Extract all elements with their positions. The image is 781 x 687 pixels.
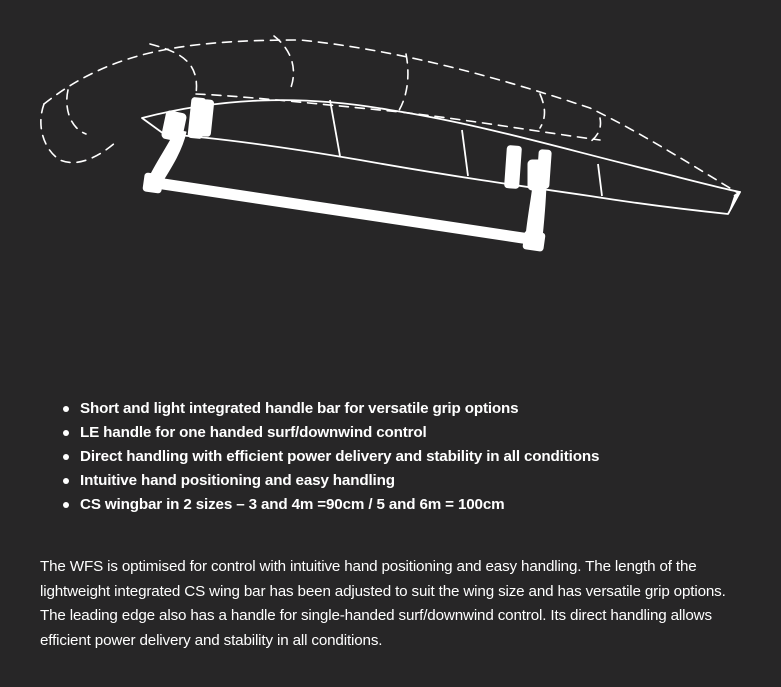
bullet-icon (63, 478, 69, 484)
bullet-icon (63, 430, 69, 436)
feature-item (58, 421, 599, 445)
product-description: The WFS is optimised for control with intuitive hand positioning and easy handling. The length of the lightweight integrated CS wing bar has been adjusted to suit the wing size and has versatile grip options. The leading edge also has a handle for single-handed surf/downwind control. Its direct handling allows efficient power delivery and stability in all conditions. (40, 558, 726, 649)
handle-bar (143, 97, 551, 251)
feature-text: Intuitive hand positioning and easy handling (80, 472, 395, 489)
feature-item (58, 469, 599, 493)
feature-item (58, 397, 599, 421)
wing-handlebar-illustration (0, 0, 781, 290)
bullet-icon (63, 454, 69, 460)
feature-item (58, 445, 599, 469)
feature-text: Short and light integrated handle bar for versatile grip options (80, 400, 519, 417)
feature-text: Direct handling with efficient power delivery and stability in all conditions (80, 448, 600, 465)
feature-text: CS wingbar in 2 sizes – 3 and 4m =90cm / 5 and 6m = 100cm (80, 496, 505, 513)
feature-list (58, 397, 599, 517)
bullet-icon (63, 406, 69, 412)
bullet-icon (63, 502, 69, 508)
wing-outline-dashed (41, 36, 738, 193)
feature-item (58, 493, 599, 517)
feature-text: LE handle for one handed surf/downwind control (80, 424, 427, 441)
